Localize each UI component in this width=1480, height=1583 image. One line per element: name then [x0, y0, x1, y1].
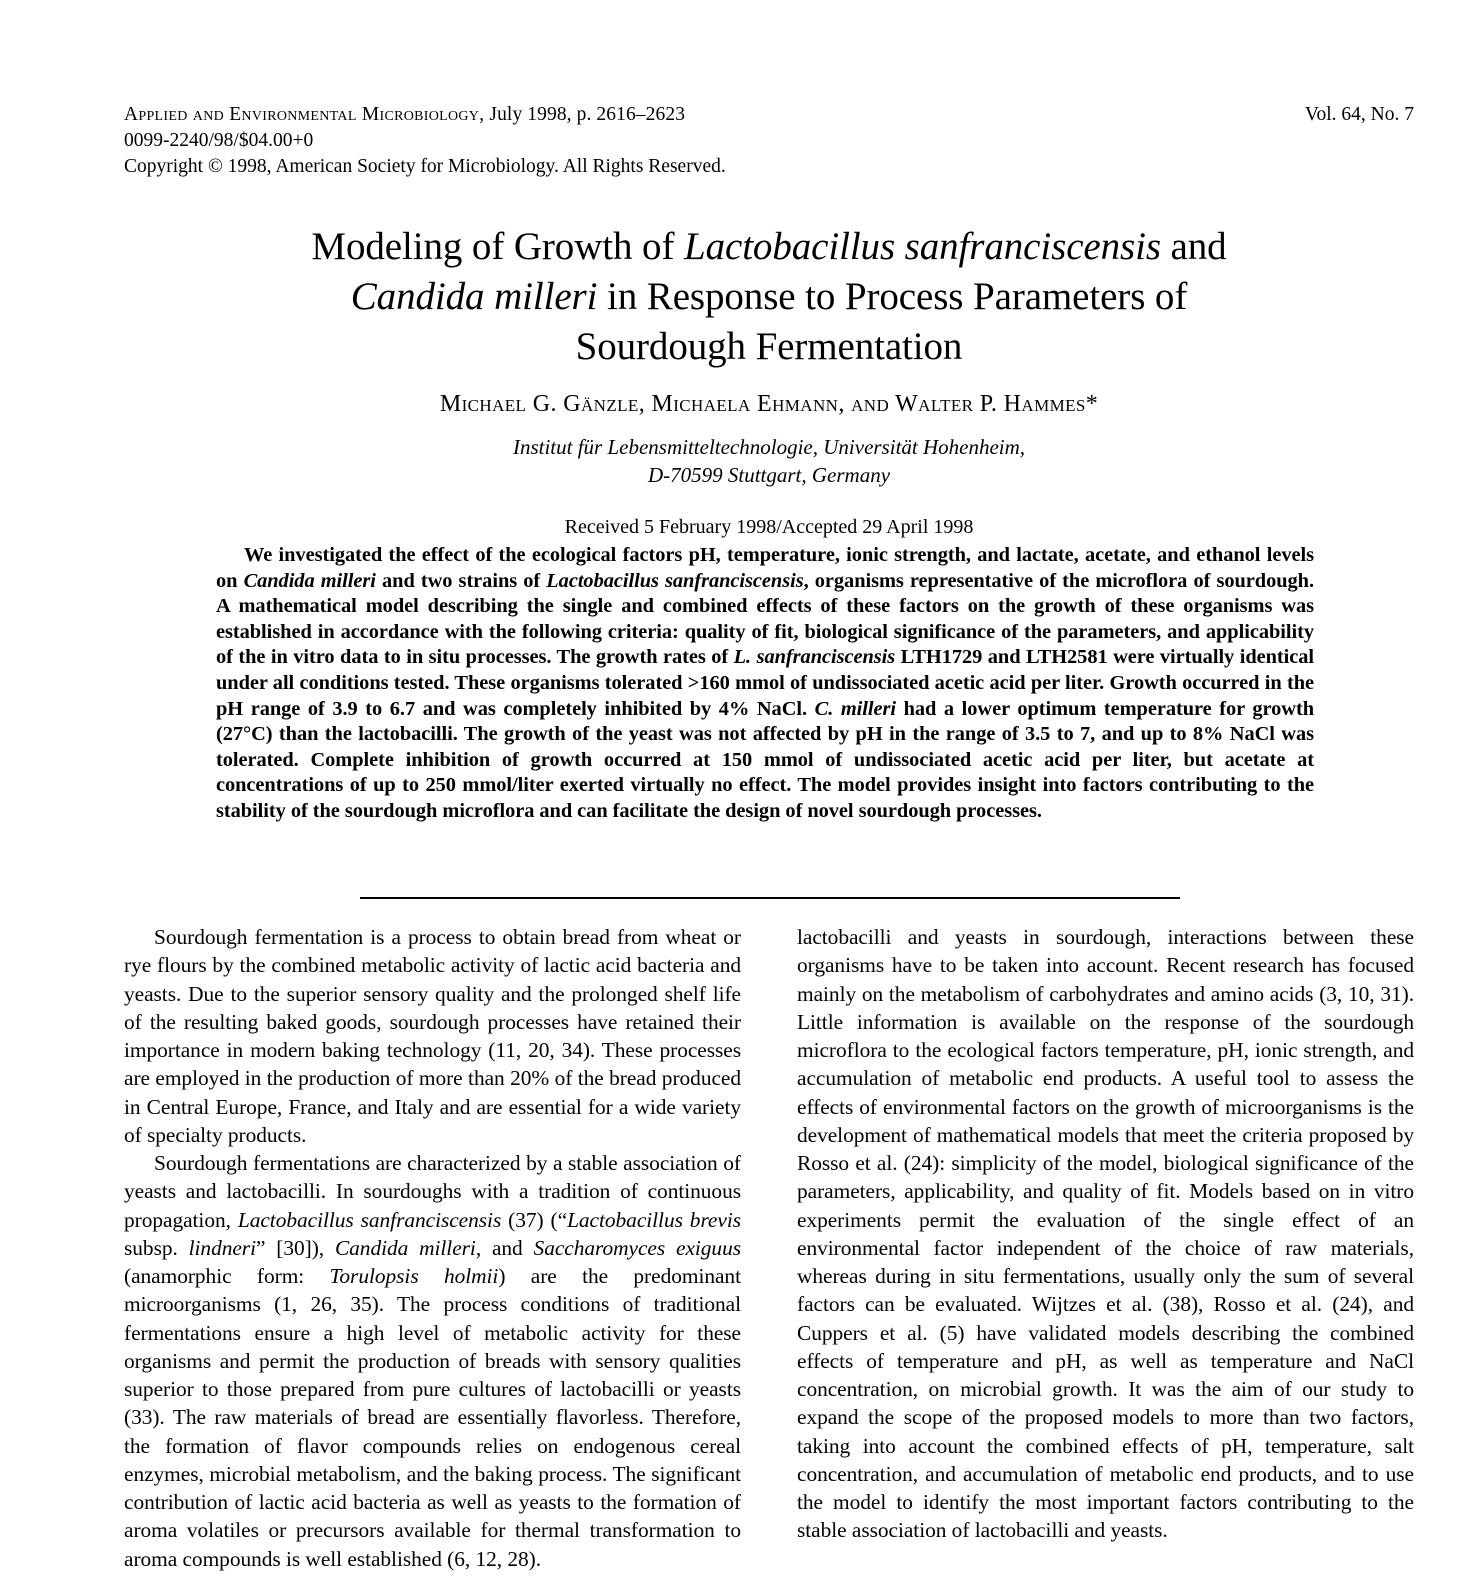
title-line-3: Sourdough Fermentation — [575, 325, 963, 368]
issn-price-line: 0099-2240/98/$04.00+0 — [124, 130, 314, 151]
title-line-2: Candida milleri in Response to Process Parameters of — [350, 275, 1188, 318]
abstract-species-3: L. sanfranciscensis — [733, 646, 896, 669]
title-species-1: Lactobacillus sanfranciscensis — [684, 225, 1161, 268]
body-species-5: Saccharomyces exiguus — [533, 1235, 741, 1260]
journal-citation-line — [124, 102, 685, 128]
affiliation-line-2: D-70599 Stuttgart, Germany — [647, 463, 891, 487]
abstract-species-2: Lactobacillus sanfranciscensis — [546, 569, 804, 592]
volume-issue: Vol. 64, No. 7 — [1304, 104, 1414, 125]
body-columns — [124, 923, 1414, 1583]
page-title — [124, 222, 1414, 372]
journal-name: Applied and Environmental Microbiology, — [124, 104, 485, 125]
affiliation-line-1: Institut für Lebensmitteltechnologie, Universität Hohenheim, — [512, 435, 1026, 459]
abstract: We investigated the effect of the ecological factors pH, temperature, ionic strength, and lactate, acetate, and ethanol levels on Candida milleri and two strains of Lactobacillus sanfranciscensis, organisms representative of the microflora of sourdough. A mathematical model describing the single and combined effects of these factors on the growth of these organisms was established in accordance with the following criteria: quality of fit, biological significance of the parameters, and applicability of the in vitro data to in situ processes. The growth rates of L. sanfranciscensis LTH1729 and LTH2581 were virtually identical under all conditions tested. These organisms tolerated >160 mmol of undissociated acetic acid per liter. Growth occurred in the pH range of 3.9 to 6.7 and was completely inhibited by 4% NaCl. C. milleri had a lower optimum temperature for growth (27°C) than the lactobacilli. The growth of the yeast was not affected by pH in the range of 3.5 to 7, and up to 8% NaCl was tolerated. Complete inhibition of growth occurred at 150 mmol of undissociated acetic acid per liter, but acetate at concentrations of up to 250 mmol/liter exerted virtually no effect. The model provides insight into factors contributing to the stability of the sourdough microflora and can facilitate the design of novel sourdough processes. — [216, 544, 1315, 822]
body-species-2: Lactobacillus brevis — [567, 1207, 741, 1232]
received-accepted-dates: Received 5 February 1998/Accepted 29 April 1998 — [564, 516, 974, 538]
title-species-2: Candida milleri — [350, 275, 598, 318]
abstract-species-1: Candida milleri — [243, 569, 376, 592]
body-species-1: Lactobacillus sanfranciscensis — [237, 1207, 502, 1232]
paragraph: lactobacilli and yeasts in sourdough, interactions between these organisms have to be taken into account. Recent research has focused mainly on the metabolism of carbohydrates and amino acids (3, 10, 31). Little information is available on the response of the sourdough microflora to the ecological factors temperature, pH, ionic strength, and accumulation of metabolic end products. A useful tool to assess the effects of environmental factors on the growth of microorganisms is the development of mathematical models that meet the criteria proposed by Rosso et al. (24): simplicity of the model, biological significance of the parameters, applicability, and quality of fit. Models based on in vitro experiments permit the evaluation of the single effect of an environmental factor independent of the choice of raw materials, whereas during in situ fermentations, usually only the sum of several factors can be evaluated. Wijtzes et al. (38), Rosso et al. (24), and Cuppers et al. (5) have validated models describing the combined effects of temperature and pH, as well as temperature and NaCl concentration, on microbial growth. It was the aim of our study to expand the scope of the proposed models to more than two factors, taking into account the combined effects of pH, temperature, salt concentration, and accumulation of metabolic end products, and to use the model to identify the most important factors contributing to the stable association of lactobacilli and yeasts. — [797, 925, 1414, 1543]
author-list: Michael G. Gänzle, Michaela Ehmann, and Walter P. Hammes* — [439, 391, 1099, 417]
masthead — [124, 102, 1414, 180]
right-column — [797, 923, 1414, 1583]
body-species-3: lindneri — [188, 1235, 256, 1260]
body-species-4: Candida milleri — [334, 1235, 476, 1260]
left-column — [124, 923, 741, 1583]
abstract-divider-rule — [360, 897, 1180, 899]
journal-issue: July 1998, p. 2616–2623 — [484, 104, 686, 125]
title-line-1: Modeling of Growth of Lactobacillus sanfranciscensis and — [311, 225, 1227, 268]
paragraph: Sourdough fermentation is a process to obtain bread from wheat or rye flours by the combined metabolic activity of lactic acid bacteria and yeasts. Due to the superior sensory quality and the prolonged shelf life of the resulting baked goods, sourdough processes have retained their importance in modern baking technology (11, 20, 34). These processes are employed in the production of more than 20% of the bread produced in Central Europe, France, and Italy and are essential for a wide variety of specialty products. — [124, 925, 741, 1147]
masthead-top-row — [124, 102, 1414, 128]
paragraph: Sourdough fermentations are characterized by a stable association of yeasts and lactobacilli. In sourdoughs with a tradition of continuous propagation, Lactobacillus sanfranciscensis (37) (“Lactobacillus brevis subsp. lindneri” [30]), Candida milleri, and Saccharomyces exiguus (anamorphic form: Torulopsis holmii) are the predominant microorganisms (1, 26, 35). The process conditions of traditional fermentations ensure a high level of metabolic activity for these organisms and permit the production of breads with sensory qualities superior to those prepared from pure cultures of lactobacilli or yeasts (33). The raw materials of bread are essentially flavorless. Therefore, the formation of flavor compounds relies on endogenous cereal enzymes, microbial metabolism, and the baking process. The significant contribution of lactic acid bacteria as well as yeasts to the formation of aroma volatiles or precursors available for thermal transformation to aroma compounds is well established (6, 12, 28). — [124, 1151, 741, 1571]
abstract-species-4: C. milleri — [814, 697, 896, 720]
affiliation — [124, 433, 1414, 489]
body-species-6: Torulopsis holmii — [329, 1264, 499, 1288]
title-block — [124, 222, 1414, 540]
copyright-line: Copyright © 1998, American Society for Microbiology. All Rights Reserved. — [124, 156, 726, 177]
